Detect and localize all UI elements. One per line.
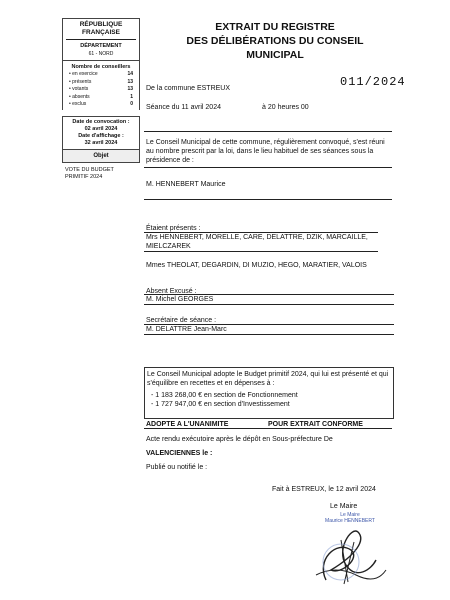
divider xyxy=(66,39,136,40)
conseillers-row xyxy=(66,79,136,87)
conseillers-row-label: • votants xyxy=(69,86,89,92)
divider xyxy=(144,199,392,200)
conseillers-row-label: • en exercice xyxy=(69,71,98,77)
absent-name: M. Michel GEORGES xyxy=(144,294,394,305)
president-name: M. HENNEBERT Maurice xyxy=(146,181,226,188)
decision-box xyxy=(144,367,394,419)
stamp-line-2: Maurice HENNEBERT xyxy=(325,518,375,524)
intro-text: Le Conseil Municipal de cette commune, régulièrement convoqué, s'est réuni au nombre prescrit par la loi, dans le lieu habituel de ses séances sous la présidence de : xyxy=(146,139,385,164)
conseillers-row xyxy=(66,86,136,94)
publie-text: Publié ou notifié le : xyxy=(146,464,208,471)
fait-a-text: Fait à ESTREUX, le 12 avril 2024 xyxy=(272,486,376,493)
dates-block xyxy=(62,116,140,150)
objet-text: VOTE DU BUDGET PRIMITIF 2024 xyxy=(65,166,114,180)
seance-time: à 20 heures 00 xyxy=(262,104,309,111)
presents-men: Mrs HENNEBERT, MORELLE, CARE, DELATTRE, DZIK, MARCAILLE, MIELCZAREK xyxy=(144,232,378,252)
conseillers-row xyxy=(66,71,136,79)
convocation-label: Date de convocation : xyxy=(72,118,130,125)
conseillers-row-label: • présents xyxy=(69,78,92,85)
conseillers-row-value: 14 xyxy=(127,71,133,77)
secretaire-name: M. DELATTRE Jean-Marc xyxy=(144,324,394,335)
conseillers-row-value: 13 xyxy=(127,86,133,92)
conseillers-list xyxy=(66,71,136,109)
departement-value: 61 - NORD xyxy=(88,51,114,57)
reference-number: 011/2024 xyxy=(340,75,406,89)
header-line-1: EXTRAIT DU REGISTRE xyxy=(215,21,335,33)
affichage-label: Date d'affichage : xyxy=(78,132,124,139)
adopte-label: ADOPTE A L'UNANIMITE xyxy=(146,421,229,428)
presents-label: Étaient présents : xyxy=(146,225,201,232)
objet-body xyxy=(62,163,140,185)
amount-fonctionnement: - 1 183 268,00 € en section de Fonctionnement xyxy=(151,392,298,399)
executoire-text: Acte rendu exécutoire après le dépôt en Sous-préfecture De xyxy=(146,436,333,443)
maire-label: Le Maire xyxy=(330,503,358,510)
republique-block xyxy=(62,18,140,60)
commune: De la commune ESTREUX xyxy=(146,85,231,92)
divider xyxy=(144,428,392,429)
objet-header xyxy=(62,150,140,163)
objet-label: Objet xyxy=(93,152,109,159)
republique-label: RÉPUBLIQUE FRANÇAISE xyxy=(79,21,123,36)
conseillers-row xyxy=(66,94,136,102)
valenciennes-text: VALENCIENNES le : xyxy=(146,450,213,457)
conseillers-block xyxy=(62,60,140,110)
conseillers-row-label: • absents xyxy=(69,93,90,100)
conseillers-title: Nombre de conseillers xyxy=(71,64,131,70)
conseillers-row xyxy=(66,101,136,109)
convocation-date: 02 avril 2024 xyxy=(84,125,118,132)
conseillers-row-value: 1 xyxy=(130,93,133,100)
document-header xyxy=(160,20,390,62)
presents-women: Mmes THEOLAT, DEGARDIN, DI MUZIO, HEGO, MARATIER, VALOIS xyxy=(146,262,367,269)
conseillers-row-label: • exclus xyxy=(69,101,87,107)
sidebar xyxy=(62,18,140,185)
seance-date: Séance du 11 avril 2024 xyxy=(146,104,221,111)
secretaire-label: Secrétaire de séance : xyxy=(146,317,217,324)
signature xyxy=(296,520,396,590)
conseillers-row-value: 13 xyxy=(127,78,133,85)
conseillers-row-value: 0 xyxy=(130,101,133,107)
absent-label: Absent Excusé : xyxy=(146,288,197,295)
affichage-date: 32 avril 2024 xyxy=(84,139,118,146)
decision-text: Le Conseil Municipal adopte le Budget primitif 2024, qui lui est présenté et qui s'équilibre en recettes et en dépenses à : xyxy=(147,371,389,387)
pour-extrait-label: POUR EXTRAIT CONFORME xyxy=(268,421,363,428)
divider xyxy=(144,131,392,132)
stamp-line-1: Le Maire xyxy=(340,512,360,518)
header-line-3: MUNICIPAL xyxy=(246,49,304,61)
divider xyxy=(144,167,392,168)
amount-investissement: - 1 727 947,00 € en section d'Investissement xyxy=(151,401,290,408)
departement-label: DÉPARTEMENT xyxy=(80,43,122,49)
header-line-2: DES DÉLIBÉRATIONS DU CONSEIL xyxy=(186,35,364,47)
